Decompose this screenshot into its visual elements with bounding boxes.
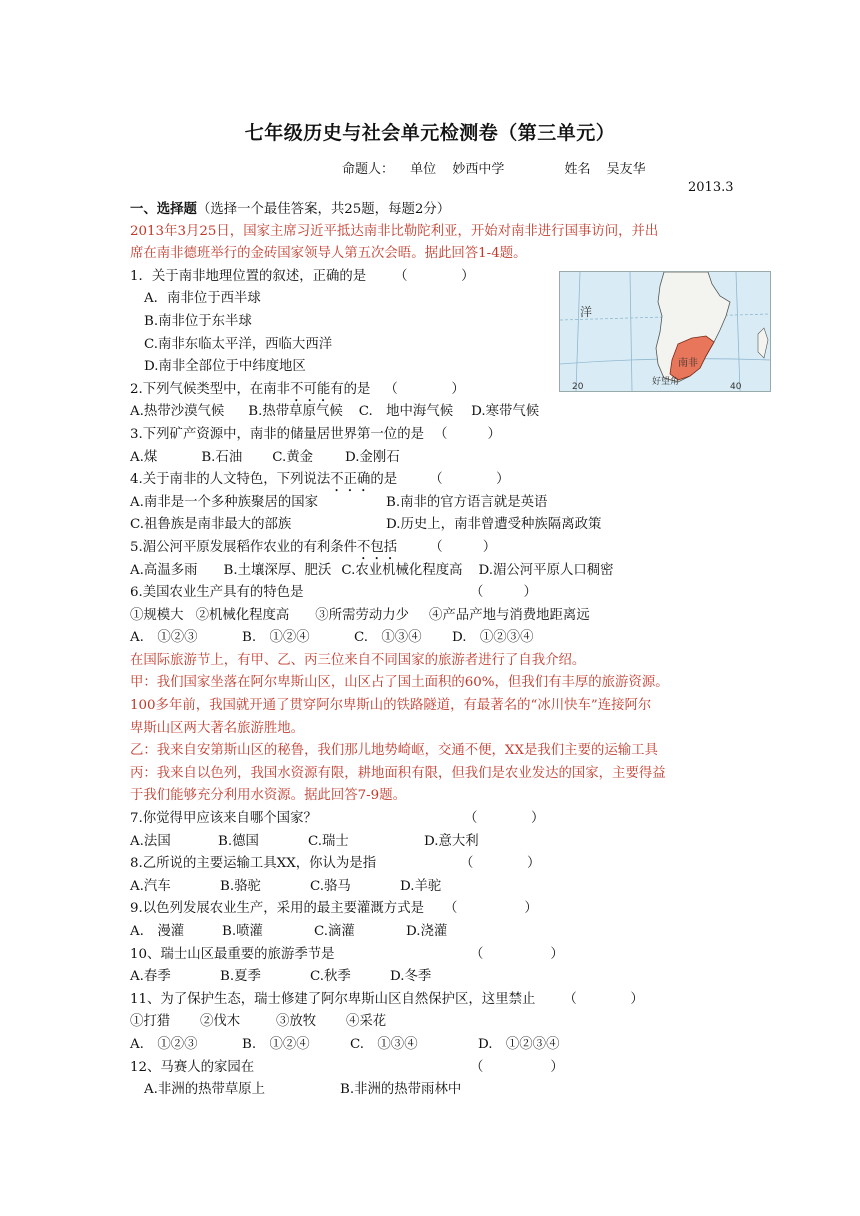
q4-option-a: A.南非是一个多种族聚居的国家 xyxy=(130,494,319,510)
q7-option-a: A.法国 xyxy=(130,833,171,849)
question-10-stem xyxy=(130,944,740,967)
q3-option-a: A.煤 xyxy=(130,449,158,465)
passage2-line-2: 甲：我们国家坐落在阿尔卑斯山区，山区占了国土面积的60%，但我们有丰厚的旅游资源。 xyxy=(130,675,669,691)
q2-stem-pre: 2.下列气候类型中，在南非 xyxy=(130,381,291,397)
q5-option-d: D.湄公河平原人口稠密 xyxy=(478,562,614,578)
question-11-stem xyxy=(130,989,740,1012)
q12-options xyxy=(130,1079,740,1102)
q11-feature-2: ②伐木 xyxy=(200,1014,241,1030)
q4-stem-pre: 4.关于南非的人文特色，下列说法 xyxy=(130,472,331,488)
q8-option-b: B.骆驼 xyxy=(220,878,261,894)
q4-stem-emphasis: 不正确 xyxy=(330,472,371,488)
q8-option-a: A.汽车 xyxy=(130,878,171,894)
q5-answer-bracket: （ ） xyxy=(429,539,497,555)
q7-option-b: B.德国 xyxy=(218,833,259,849)
q10-stem: 10、瑞士山区最重要的旅游季节是 xyxy=(130,946,335,962)
longitude-40-label: 40 xyxy=(730,382,742,391)
passage2-line-5: 乙：我来自安第斯山区的秘鲁，我们那儿地势崎岖，交通不便，XX是我们主要的运输工具 xyxy=(130,743,658,759)
q4-options-row-1 xyxy=(130,492,740,515)
q5-options xyxy=(130,560,740,583)
country-label: 南非 xyxy=(678,358,698,369)
q8-stem: 8.乙所说的主要运输工具XX，你认为是指 xyxy=(130,856,377,872)
q6-stem: 6.美国农业生产具有的特色是 xyxy=(130,585,304,601)
page-title: 七年级历史与社会单元检测卷（第三单元） xyxy=(244,122,616,144)
q7-answer-bracket: （ ） xyxy=(464,811,545,827)
q1-option-b: B.南非位于东半球 xyxy=(144,313,252,329)
q10-option-b: B.夏季 xyxy=(220,969,261,985)
q6-feature-1: ①规模大 xyxy=(130,607,184,623)
q1-option-d: D.南非全部位于中纬度地区 xyxy=(144,359,306,375)
q2-stem-post: 有的是 xyxy=(330,381,371,397)
question-4-stem xyxy=(130,469,740,492)
q9-option-b: B.喷灌 xyxy=(222,924,263,939)
section-note: （选择一个最佳答案，共25题，每题2分） xyxy=(196,202,451,217)
question-7-stem xyxy=(130,808,740,831)
q4-options-row-2 xyxy=(130,514,740,537)
q6-answer-bracket: （ ） xyxy=(470,585,537,601)
q5-option-a: A.高温多雨 xyxy=(130,562,198,578)
q10-option-c: C.秋季 xyxy=(310,969,351,985)
q11-stem: 11、为了保护生态，瑞士修建了阿尔卑斯山区自然保护区，这里禁止 xyxy=(130,991,536,1007)
q3-option-b: B.石油 xyxy=(201,449,243,465)
q11-features xyxy=(130,1011,740,1034)
cape-label: 好望角 xyxy=(652,377,680,387)
author-line xyxy=(342,158,658,177)
q1-stem: 1．关于南非地理位置的叙述，正确的是 xyxy=(130,268,367,284)
q2-option-d: D.寒带气候 xyxy=(471,404,540,420)
q12-option-b: B.非洲的热带雨林中 xyxy=(340,1082,462,1098)
passage2-line-6: 丙：我来自以色列，我国水资源有限，耕地面积有限，但我们是农业发达的国家，主要得益 xyxy=(130,765,666,781)
q2-stem-emphasis: 不可能 xyxy=(290,381,331,397)
q11-feature-3: ③放牧 xyxy=(276,1014,317,1030)
q11-options xyxy=(130,1034,740,1057)
q11-feature-4: ④采花 xyxy=(346,1014,387,1030)
passage2-line-7: 于我们能够充分利用水资源。据此回答7-9题。 xyxy=(130,788,406,804)
q6-feature-3: ③所需劳动力少 xyxy=(315,607,410,623)
q8-option-d: D.羊驼 xyxy=(400,878,442,894)
question-6-stem xyxy=(130,582,740,605)
unit-label: 单位 xyxy=(410,162,437,177)
q10-option-a: A.春季 xyxy=(130,969,171,985)
unit-name: 妙西中学 xyxy=(452,162,505,177)
section-title: 一、选择题 xyxy=(130,201,197,217)
passage1-line-2: 席在南非德班举行的金砖国家领导人第五次会晤。据此回答1-4题。 xyxy=(130,246,527,262)
q2-option-a: A.热带沙漠气候 xyxy=(130,404,225,420)
question-12-stem xyxy=(130,1057,740,1080)
author-prefix: 命题人： xyxy=(342,162,395,177)
passage1-line-1: 2013年3月25日，国家主席习近平抵达南非比勒陀利亚，开始对南非进行国事访问，并出 xyxy=(130,223,659,239)
longitude-20-label: 20 xyxy=(572,382,584,391)
q3-option-d: D.金刚石 xyxy=(345,449,400,465)
question-5-stem xyxy=(130,537,740,560)
name-label: 姓名 xyxy=(564,162,591,177)
q6-option-c: C. ①③④ xyxy=(354,630,422,646)
q11-option-c: C. ①③④ xyxy=(350,1036,418,1052)
section-heading xyxy=(130,198,740,221)
q3-answer-bracket: （ ） xyxy=(433,426,501,442)
q11-option-b: B. ①②④ xyxy=(242,1036,310,1052)
question-9-stem xyxy=(130,898,740,921)
q7-options xyxy=(130,831,740,854)
question-8-stem xyxy=(130,853,740,876)
q9-stem: 9.以色列发展农业生产，采用的最主要灌溉方式是 xyxy=(130,901,424,917)
q7-option-d: D.意大利 xyxy=(424,833,479,849)
q11-option-a: A. ①②③ xyxy=(130,1036,198,1052)
q4-answer-bracket: （ ） xyxy=(429,472,510,488)
q4-option-b: B.南非的官方语言就是英语 xyxy=(386,494,548,510)
q1-option-a: A．南非位于西半球 xyxy=(144,291,261,307)
passage2-line-4: 卑斯山区两大著名旅游胜地。 xyxy=(130,720,305,736)
q11-answer-bracket: （ ） xyxy=(563,991,644,1007)
q6-options xyxy=(130,627,740,650)
q11-feature-1: ①打猎 xyxy=(130,1014,171,1030)
q2-option-b: B.热带草原气候 xyxy=(248,404,343,420)
q10-options xyxy=(130,966,740,989)
exam-date: 2013.3 xyxy=(688,180,734,195)
q6-option-d: D. ①②③④ xyxy=(452,630,534,646)
q1-option-c: C.南非东临太平洋，西临大西洋 xyxy=(144,336,333,352)
q9-option-a: A. 漫灌 xyxy=(130,924,185,939)
passage2-line-1: 在国际旅游节上，有甲、乙、丙三位来自不同国家的旅游者进行了自我介绍。 xyxy=(130,652,586,668)
q6-feature-2: ②机械化程度高 xyxy=(195,607,290,623)
q1-answer-bracket: （ ） xyxy=(394,268,475,284)
q6-option-b: B. ①②④ xyxy=(242,630,310,646)
q5-stem-pre: 5.湄公河平原发展稻作农业的有利条件 xyxy=(130,539,358,555)
q2-answer-bracket: （ ） xyxy=(384,381,465,397)
q6-option-a: A. ①②③ xyxy=(130,630,198,646)
q4-stem-post: 的是 xyxy=(370,472,398,488)
q7-stem: 7.你觉得甲应该来自哪个国家？ xyxy=(130,811,317,827)
question-3-stem xyxy=(130,424,740,447)
south-africa-map xyxy=(559,271,771,392)
q10-answer-bracket: （ ） xyxy=(470,946,564,962)
q12-answer-bracket: （ ） xyxy=(470,1059,564,1075)
q9-option-c: C.滴灌 xyxy=(314,924,355,939)
q2-options xyxy=(130,401,740,424)
q9-option-d: D.浇灌 xyxy=(406,924,448,939)
q5-option-b: B.土壤深厚、肥沃 xyxy=(223,562,332,578)
q4-option-c: C.祖鲁族是南非最大的部族 xyxy=(130,517,292,533)
author-name: 吴友华 xyxy=(606,162,646,177)
q6-feature-4: ④产品产地与消费地距离远 xyxy=(429,607,590,623)
q9-options xyxy=(130,921,740,944)
q5-option-c: C.农业机械化程度高 xyxy=(341,562,463,578)
map-graphic xyxy=(560,272,770,391)
q8-option-c: C.骆马 xyxy=(310,878,351,894)
q3-option-c: C.黄金 xyxy=(272,449,314,465)
q8-answer-bracket: （ ） xyxy=(460,856,541,872)
q7-option-c: C.瑞士 xyxy=(308,833,349,849)
q12-stem: 12、马赛人的家园在 xyxy=(130,1059,255,1075)
q8-options xyxy=(130,876,740,899)
q2-option-c: C. 地中海气候 xyxy=(358,404,454,420)
q9-answer-bracket: （ ） xyxy=(443,901,538,917)
passage2-line-3: 100多年前，我国就开通了贯穿阿尔卑斯山的铁路隧道，有最著名的“冰川快车”连接阿尔 xyxy=(130,698,652,714)
q6-features xyxy=(130,605,740,628)
q12-option-a: A.非洲的热带草原上 xyxy=(144,1082,266,1098)
q11-option-d: D. ①②③④ xyxy=(478,1036,560,1052)
q3-options xyxy=(130,447,740,470)
q5-stem-emphasis: 不包括 xyxy=(357,539,398,555)
ocean-label: 洋 xyxy=(580,305,593,319)
q4-option-d: D.历史上，南非曾遭受种族隔离政策 xyxy=(386,517,602,533)
q3-stem: 3.下列矿产资源中，南非的储量居世界第一位的是 xyxy=(130,426,424,442)
q10-option-d: D.冬季 xyxy=(390,969,432,985)
